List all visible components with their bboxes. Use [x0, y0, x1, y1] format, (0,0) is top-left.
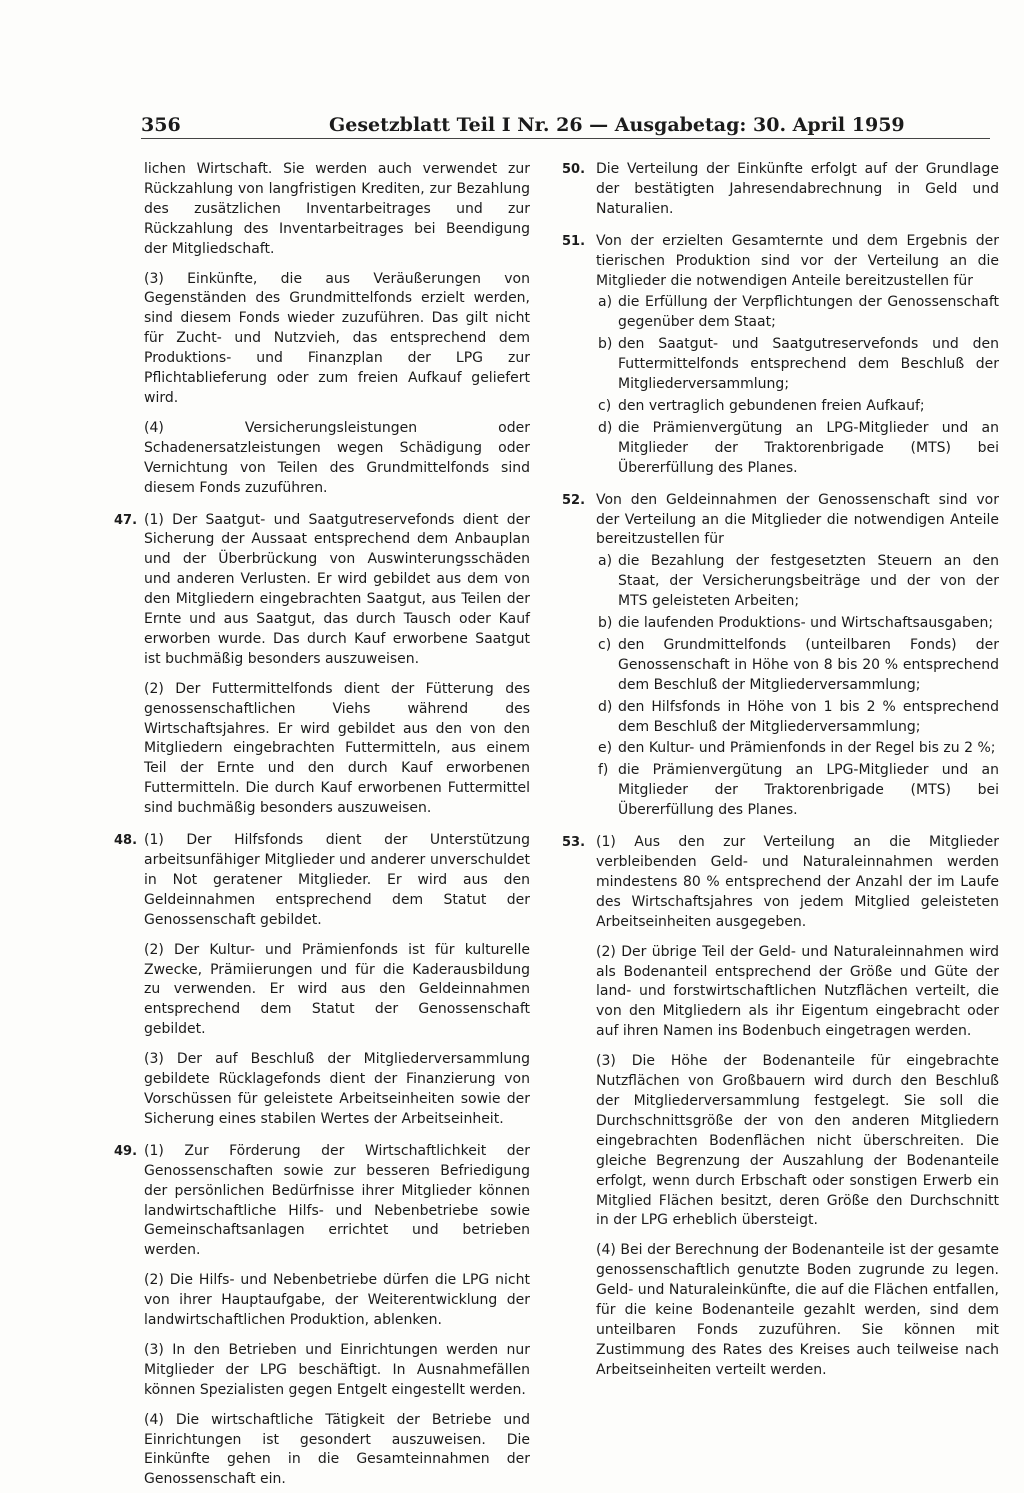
item-text: den Saatgut- und Saatgutreservefonds und den Futtermittelfonds entsprechend dem Beschluß der Mitgliederversammlung;	[618, 336, 999, 393]
item-letter: d)	[598, 698, 613, 715]
section-50	[562, 160, 999, 220]
section-number: 51.	[562, 233, 586, 249]
section-48	[114, 831, 530, 1130]
paragraph: (3) In den Betrieben und Einrichtungen werden nur Mitglieder der LPG beschäftigt. In Ausnahmefällen können Spezialisten gegen Entgelt eingestellt werden.	[144, 1341, 530, 1398]
item-letter: b)	[598, 615, 613, 632]
item-letter: c)	[598, 636, 612, 653]
item-letter: f)	[598, 762, 609, 779]
paragraph: Die Verteilung der Einkünfte erfolgt auf der Grundlage der bestätigten Jahresendabrechnung in Geld und Naturalien.	[596, 161, 999, 217]
page-header	[141, 104, 990, 139]
item-text: die Erfüllung der Verpflichtungen der Genossenschaft gegenüber dem Staat;	[618, 294, 999, 331]
section-53	[562, 833, 999, 1381]
section-51	[562, 232, 999, 479]
item-letter: b)	[598, 336, 613, 353]
section-continuation	[144, 160, 530, 499]
list-item	[596, 698, 999, 738]
paragraph: (1) Aus den zur Verteilung an die Mitglieder verbleibenden Geld- und Naturaleinnahmen werden mindestens 80 % entsprechend der Anzahl der im Laufe des Wirtschaftsjahres von jedem Mitglied geleisteten Arbeitseinheiten ausgegeben.	[596, 834, 999, 930]
paragraph: (4) Die wirtschaftliche Tätigkeit der Betriebe und Einrichtungen ist gesondert auszuweisen. Die Einkünfte gehen in die Gesamteinnahmen der Genossenschaft ein.	[144, 1411, 530, 1488]
item-letter: a)	[598, 294, 613, 311]
list-item	[596, 614, 999, 634]
page-number: 356	[141, 114, 181, 136]
section-number: 49.	[114, 1143, 138, 1159]
paragraph: (2) Der übrige Teil der Geld- und Naturaleinnahmen wird als Bodenanteil entsprechend der Größe und Güte der land- und forstwirtschaftlichen Nutzflächen verteilt, die von den Mitgliedern als ihr Eigentum eingebracht oder auf ihren Namen ins Bodenbuch eingetragen werden.	[596, 943, 999, 1040]
item-text: den Hilfsfonds in Höhe von 1 bis 2 % entsprechend dem Beschluß der Mitgliederversammlung;	[618, 698, 999, 735]
item-letter: e)	[598, 740, 613, 757]
paragraph: (3) Die Höhe der Bodenanteile für eingebrachte Nutzflächen von Großbauern wird durch den Beschluß der Mitgliederversammlung festgelegt. Sie soll die Durchschnittsgröße der von den anderen Mitgliedern eingebrachten Bodenflächen nicht überschreiten. Die gleiche Begrenzung der Auszahlung der Bodenanteile erfolgt, wenn durch Erbschaft oder sonstigen Erwerb ein Mitglied Flächen besitzt, deren Größe den Durchschnitt in der LPG erheblich übersteigt.	[596, 1053, 999, 1229]
item-text: die Bezahlung der festgesetzten Steuern an den Staat, der Versicherungsbeiträge und der von der MTS geleisteten Arbeiten;	[618, 553, 999, 610]
item-letter: c)	[598, 397, 612, 414]
list-item	[596, 397, 999, 417]
paragraph: (3) Einkünfte, die aus Veräußerungen von Gegenständen des Grundmittelfonds erzielt werden, sind diesem Fonds wieder zuzuführen. Das gilt nicht für Zucht- und Nutzvieh, das entsprechend dem Produktions- und Finanzplan der LPG zur Pflichtablieferung oder zum freien Aufkauf geliefert wird.	[144, 270, 530, 406]
paragraph: (1) Zur Förderung der Wirtschaftlichkeit der Genossenschaften sowie zur besseren Befriedigung der persönlichen Bedürfnisse ihrer Mitglieder können landwirtschaftliche Hilfs- und Nebenbetriebe sowie Gemeinschaftsanlagen errichtet und betrieben werden.	[144, 1142, 530, 1259]
item-letter: a)	[598, 553, 613, 570]
item-text: den vertraglich gebundenen freien Aufkauf;	[618, 397, 925, 414]
item-list	[596, 552, 999, 821]
left-column	[114, 160, 530, 1502]
paragraph: (4) Bei der Berechnung der Bodenanteile ist der gesamte genossenschaftlich genutzte Boden zugrunde zu legen. Geld- und Naturaleinkünfte, die auf die Flächen entfallen, für die keine Bodenanteile gezahlt werden, sind dem unteilbaren Fonds zuzuführen. Sie können mit Zustimmung des Rates des Kreises auch teilweise nach Arbeitseinheiten verteilt werden.	[596, 1242, 999, 1378]
list-item	[596, 552, 999, 612]
paragraph: lichen Wirtschaft. Sie werden auch verwendet zur Rückzahlung von langfristigen Krediten, zur Bezahlung des zusätzlichen Inventarbeitrages und zur Rückzahlung des Inventarbeitrages bei Beendigung der Mitgliedschaft.	[144, 161, 530, 257]
right-column	[562, 160, 999, 1393]
paragraph: (1) Der Hilfsfonds dient der Unterstützung arbeitsunfähiger Mitglieder und anderer unverschuldet in Not geratener Mitglieder. Er wird aus den Geldeinnahmen entsprechend dem Statut der Genossenschaft gebildet.	[144, 832, 530, 928]
paragraph: (2) Die Hilfs- und Nebenbetriebe dürfen die LPG nicht von ihrer Hauptaufgabe, der Weiterentwicklung der landwirtschaftlichen Produktion, ablenken.	[144, 1272, 530, 1329]
paragraph: (1) Der Saatgut- und Saatgutreservefonds dient der Sicherung der Aussaat entsprechend dem Anbauplan und der Überbrückung von Auswinterungsschäden und anderen Verlusten. Er wird gebildet aus dem von den Mitgliedern eingebrachten Saatgut, aus Teilen der Ernte und aus Saatgut, das durch Tausch oder Kauf erworben wurde. Das durch Kauf erworbene Saatgut ist buchmäßig besonders auszuweisen.	[144, 511, 530, 667]
paragraph: (4) Versicherungsleistungen oder Schadenersatzleistungen wegen Schädigung oder Vernichtung von Teilen des Grundmittelfonds sind diesem Fonds zuzuführen.	[144, 419, 530, 496]
list-item	[596, 419, 999, 479]
section-52	[562, 491, 999, 822]
paragraph: (2) Der Kultur- und Prämienfonds ist für kulturelle Zwecke, Prämiierungen und für die Kaderausbildung zu verwenden. Er wird aus den Geldeinnahmen entsprechend dem Statut der Genossenschaft gebildet.	[144, 941, 530, 1038]
item-text: die Prämienvergütung an LPG-Mitglieder und an Mitglieder der Traktorenbrigade (MTS) bei Übererfüllung des Planes.	[618, 419, 999, 476]
item-text: die laufenden Produktions- und Wirtschaftsausgaben;	[618, 615, 994, 632]
section-49	[114, 1142, 530, 1491]
paragraph: (2) Der Futtermittelfonds dient der Fütterung des genossenschaftlichen Viehs während des Wirtschaftsjahres. Er wird gebildet aus den von den Mitgliedern eingebrachten Futtermitteln, aus einem Teil der Ernte und den durch Kauf erworbenen Futtermitteln. Die durch Kauf erworbenen Futtermittel sind buchmäßig besonders auszuweisen.	[144, 680, 530, 817]
publication-title: Gesetzblatt Teil I Nr. 26 — Ausgabetag: 30. April 1959	[329, 114, 905, 136]
section-number: 48.	[114, 833, 138, 849]
list-item	[596, 761, 999, 821]
item-text: die Prämienvergütung an LPG-Mitglieder und an Mitglieder der Traktorenbrigade (MTS) bei Übererfüllung des Planes.	[618, 762, 999, 819]
section-number: 50.	[562, 162, 586, 177]
section-47	[114, 511, 530, 820]
section-intro: Von den Geldeinnahmen der Genossenschaft sind vor der Verteilung an die Mitglieder die notwendigen Anteile bereitzustellen für	[596, 491, 999, 548]
section-number: 47.	[114, 512, 138, 528]
item-text: den Kultur- und Prämienfonds in der Regel bis zu 2 %;	[618, 740, 996, 757]
list-item	[596, 739, 999, 759]
paragraph: (3) Der auf Beschluß der Mitgliederversammlung gebildete Rücklagefonds dient der Finanzierung von Vorschüssen für geleistete Arbeitseinheiten sowie der Sicherung eines stabilen Wertes der Arbeitseinheit.	[144, 1051, 530, 1127]
list-item	[596, 293, 999, 333]
item-letter: d)	[598, 419, 613, 436]
item-text: den Grundmittelfonds (unteilbaren Fonds) der Genossenschaft in Höhe von 8 bis 20 % entsprechend dem Beschluß der Mitgliederversammlung;	[618, 636, 999, 693]
section-number: 53.	[562, 835, 586, 851]
section-intro: Von der erzielten Gesamternte und dem Ergebnis der tierischen Produktion sind vor der Verteilung an die Mitglieder die notwendigen Anteile bereitzustellen für	[596, 232, 999, 289]
list-item	[596, 636, 999, 696]
item-list	[596, 293, 999, 478]
section-number: 52.	[562, 492, 586, 508]
list-item	[596, 335, 999, 395]
